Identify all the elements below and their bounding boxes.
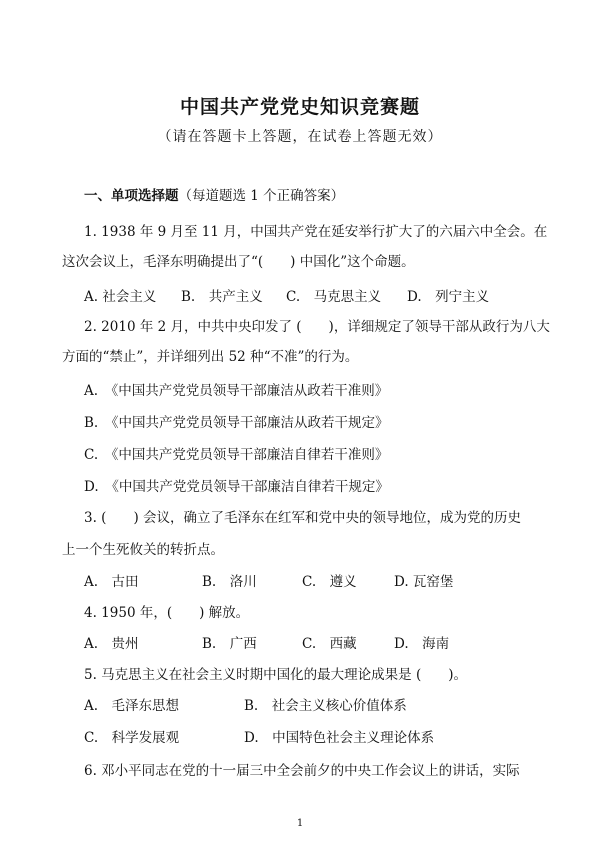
question-2-option-a: A. 《中国共产党党员领导干部廉洁从政若干准则》 xyxy=(84,383,389,399)
question-2-line-2: 方面的“禁止”，并详细列出 52 种“不准”的行为。 xyxy=(62,349,359,365)
question-5-option-c: C. 科学发展观 xyxy=(84,730,180,746)
question-2-option-d: D. 《中国共产党党员领导干部廉洁自律若干规定》 xyxy=(84,479,389,495)
question-2-line-1: 2. 2010 年 2 月，中共中央印发了 ( )，详细规定了领导干部从政行为八大 xyxy=(84,319,550,335)
question-4-option-c: C. 西藏 xyxy=(302,636,357,652)
question-4-line-1: 4. 1950 年，( ) 解放。 xyxy=(84,605,250,621)
page-number: 1 xyxy=(296,818,304,829)
question-1-line-2: 这次会议上，毛泽东明确提出了“( ) 中国化”这个命题。 xyxy=(62,254,415,270)
section-title: 一、单项选择题 xyxy=(84,188,179,204)
question-3-option-a: A. 古田 xyxy=(84,574,139,590)
question-1-option-b: B. 共产主义 xyxy=(181,289,263,305)
question-3-line-1: 3. ( ) 会议，确立了毛泽东在红军和党中央的领导地位，成为党的历史 xyxy=(84,510,521,526)
question-3-option-d: D. 瓦窑堡 xyxy=(394,574,454,590)
question-4-option-b: B. 广西 xyxy=(202,636,257,652)
question-5-option-d: D. 中国特色社会主义理论体系 xyxy=(244,730,435,746)
document-subtitle: （请在答题卡上答题，在试卷上答题无效） xyxy=(157,129,443,145)
section-note: （每道题选 1 个正确答案） xyxy=(178,188,345,204)
question-5-option-a: A. 毛泽东思想 xyxy=(84,698,180,714)
question-2-option-c: C. 《中国共产党党员领导干部廉洁自律若干准则》 xyxy=(84,447,389,463)
question-1-option-c: C. 马克思主义 xyxy=(286,289,382,305)
question-2-option-b: B. 《中国共产党党员领导干部廉洁从政若干规定》 xyxy=(84,415,389,431)
section-heading xyxy=(84,186,344,206)
question-1-option-d: D. 列宁主义 xyxy=(407,289,490,305)
question-3-option-c: C. 遵义 xyxy=(302,574,357,590)
question-4-option-d: D. 海南 xyxy=(394,636,450,652)
question-5-line-1: 5. 马克思主义在社会主义时期中国化的最大理论成果是 ( )。 xyxy=(84,667,467,683)
document-title: 中国共产党党史知识竞赛题 xyxy=(179,96,420,118)
question-3-line-2: 上一个生死攸关的转折点。 xyxy=(62,542,224,558)
question-3-option-b: B. 洛川 xyxy=(202,574,257,590)
question-1-line-1: 1. 1938 年 9 月至 11 月，中国共产党在延安举行扩大了的六届六中全会。在 xyxy=(84,224,548,240)
question-6-line-1: 6. 邓小平同志在党的十一届三中全会前夕的中央工作会议上的讲话，实际 xyxy=(84,763,520,779)
question-5-option-b: B. 社会主义核心价值体系 xyxy=(244,698,407,714)
question-1-option-a: A. 社会主义 xyxy=(84,289,157,305)
question-4-option-a: A. 贵州 xyxy=(84,636,139,652)
